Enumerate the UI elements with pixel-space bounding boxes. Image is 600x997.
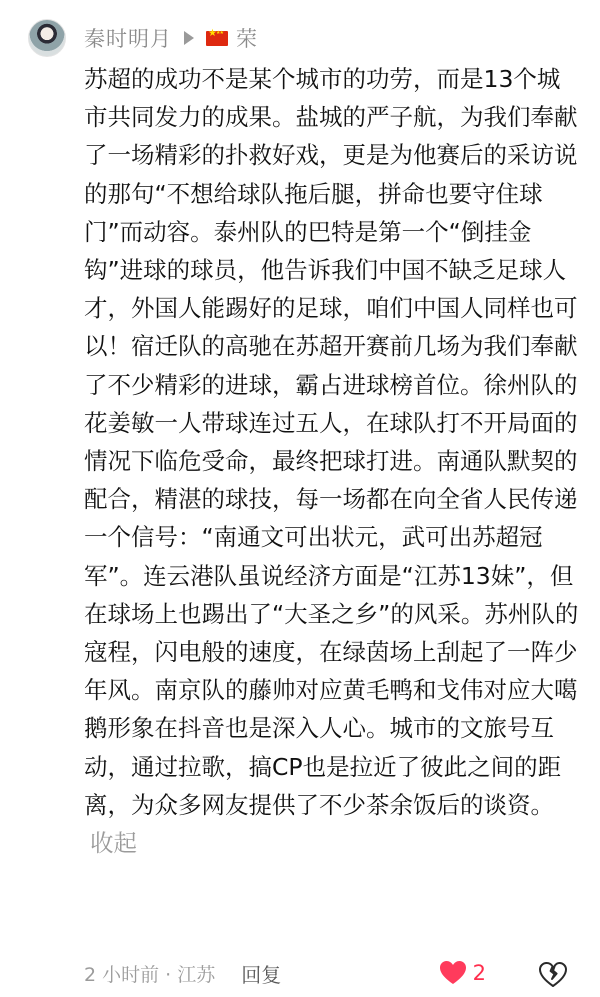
comment-footer — [84, 955, 580, 991]
reply-button[interactable]: 回复 — [241, 959, 281, 988]
broken-heart-icon — [538, 961, 568, 989]
play-triangle-icon — [184, 31, 194, 45]
author-name[interactable]: 秦时明月 — [84, 27, 172, 51]
heart-icon — [439, 960, 467, 986]
author-badge: 荣 — [236, 27, 257, 51]
like-count: 2 — [472, 961, 486, 985]
dislike-button[interactable] — [538, 957, 568, 993]
comment-text-container — [84, 60, 580, 862]
collapse-link[interactable]: 收起 — [90, 829, 137, 858]
china-flag-icon — [206, 31, 228, 46]
comment-text: 苏超的成功不是某个城市的功劳，而是13个城市共同发力的成果。盐城的严子航，为我们奉献了一场精彩的扑救好戏，更是为他赛后的采访说的那句“不想给球队拖后腿，拼命也要守住球门”而动容。泰州队的巴特是第一个“倒挂金钩”进球的球员，他告诉我们中国不缺乏足球人才，外国人能踢好的足球，咱们中国人同样也可以！宿迁队的高驰在苏超开赛前几场为我们奉献了不少精彩的进球，霸占进球榜首位。徐州队的花姜敏一人带球连过五人，在球队打不开局面的情况下临危受命，最终把球打进。南通队默契的配合，精湛的球技，每一场都在向全省人民传递一个信号：“南通文可出状元，武可出苏超冠军”。连云港队虽说经济方面是“江苏13妹”，但在球场上也踢出了“大圣之乡”的风采。苏州队的寇程，闪电般的速度，在绿茵场上刮起了一阵少年风。南京队的藤帅对应黄毛鸭和戈伟对应大噶鹅形象在抖音也是深入人心。城市的文旅号互动，通过拉歌，搞CP也是拉近了彼此之间的距离，为众多网友提供了不少茶余饭后的谈资。 — [84, 65, 579, 819]
avatar[interactable] — [28, 19, 66, 57]
like-button[interactable] — [439, 955, 486, 991]
comment-meta: 2 小时前 · 江苏 — [84, 963, 216, 986]
comment-header — [28, 18, 580, 58]
